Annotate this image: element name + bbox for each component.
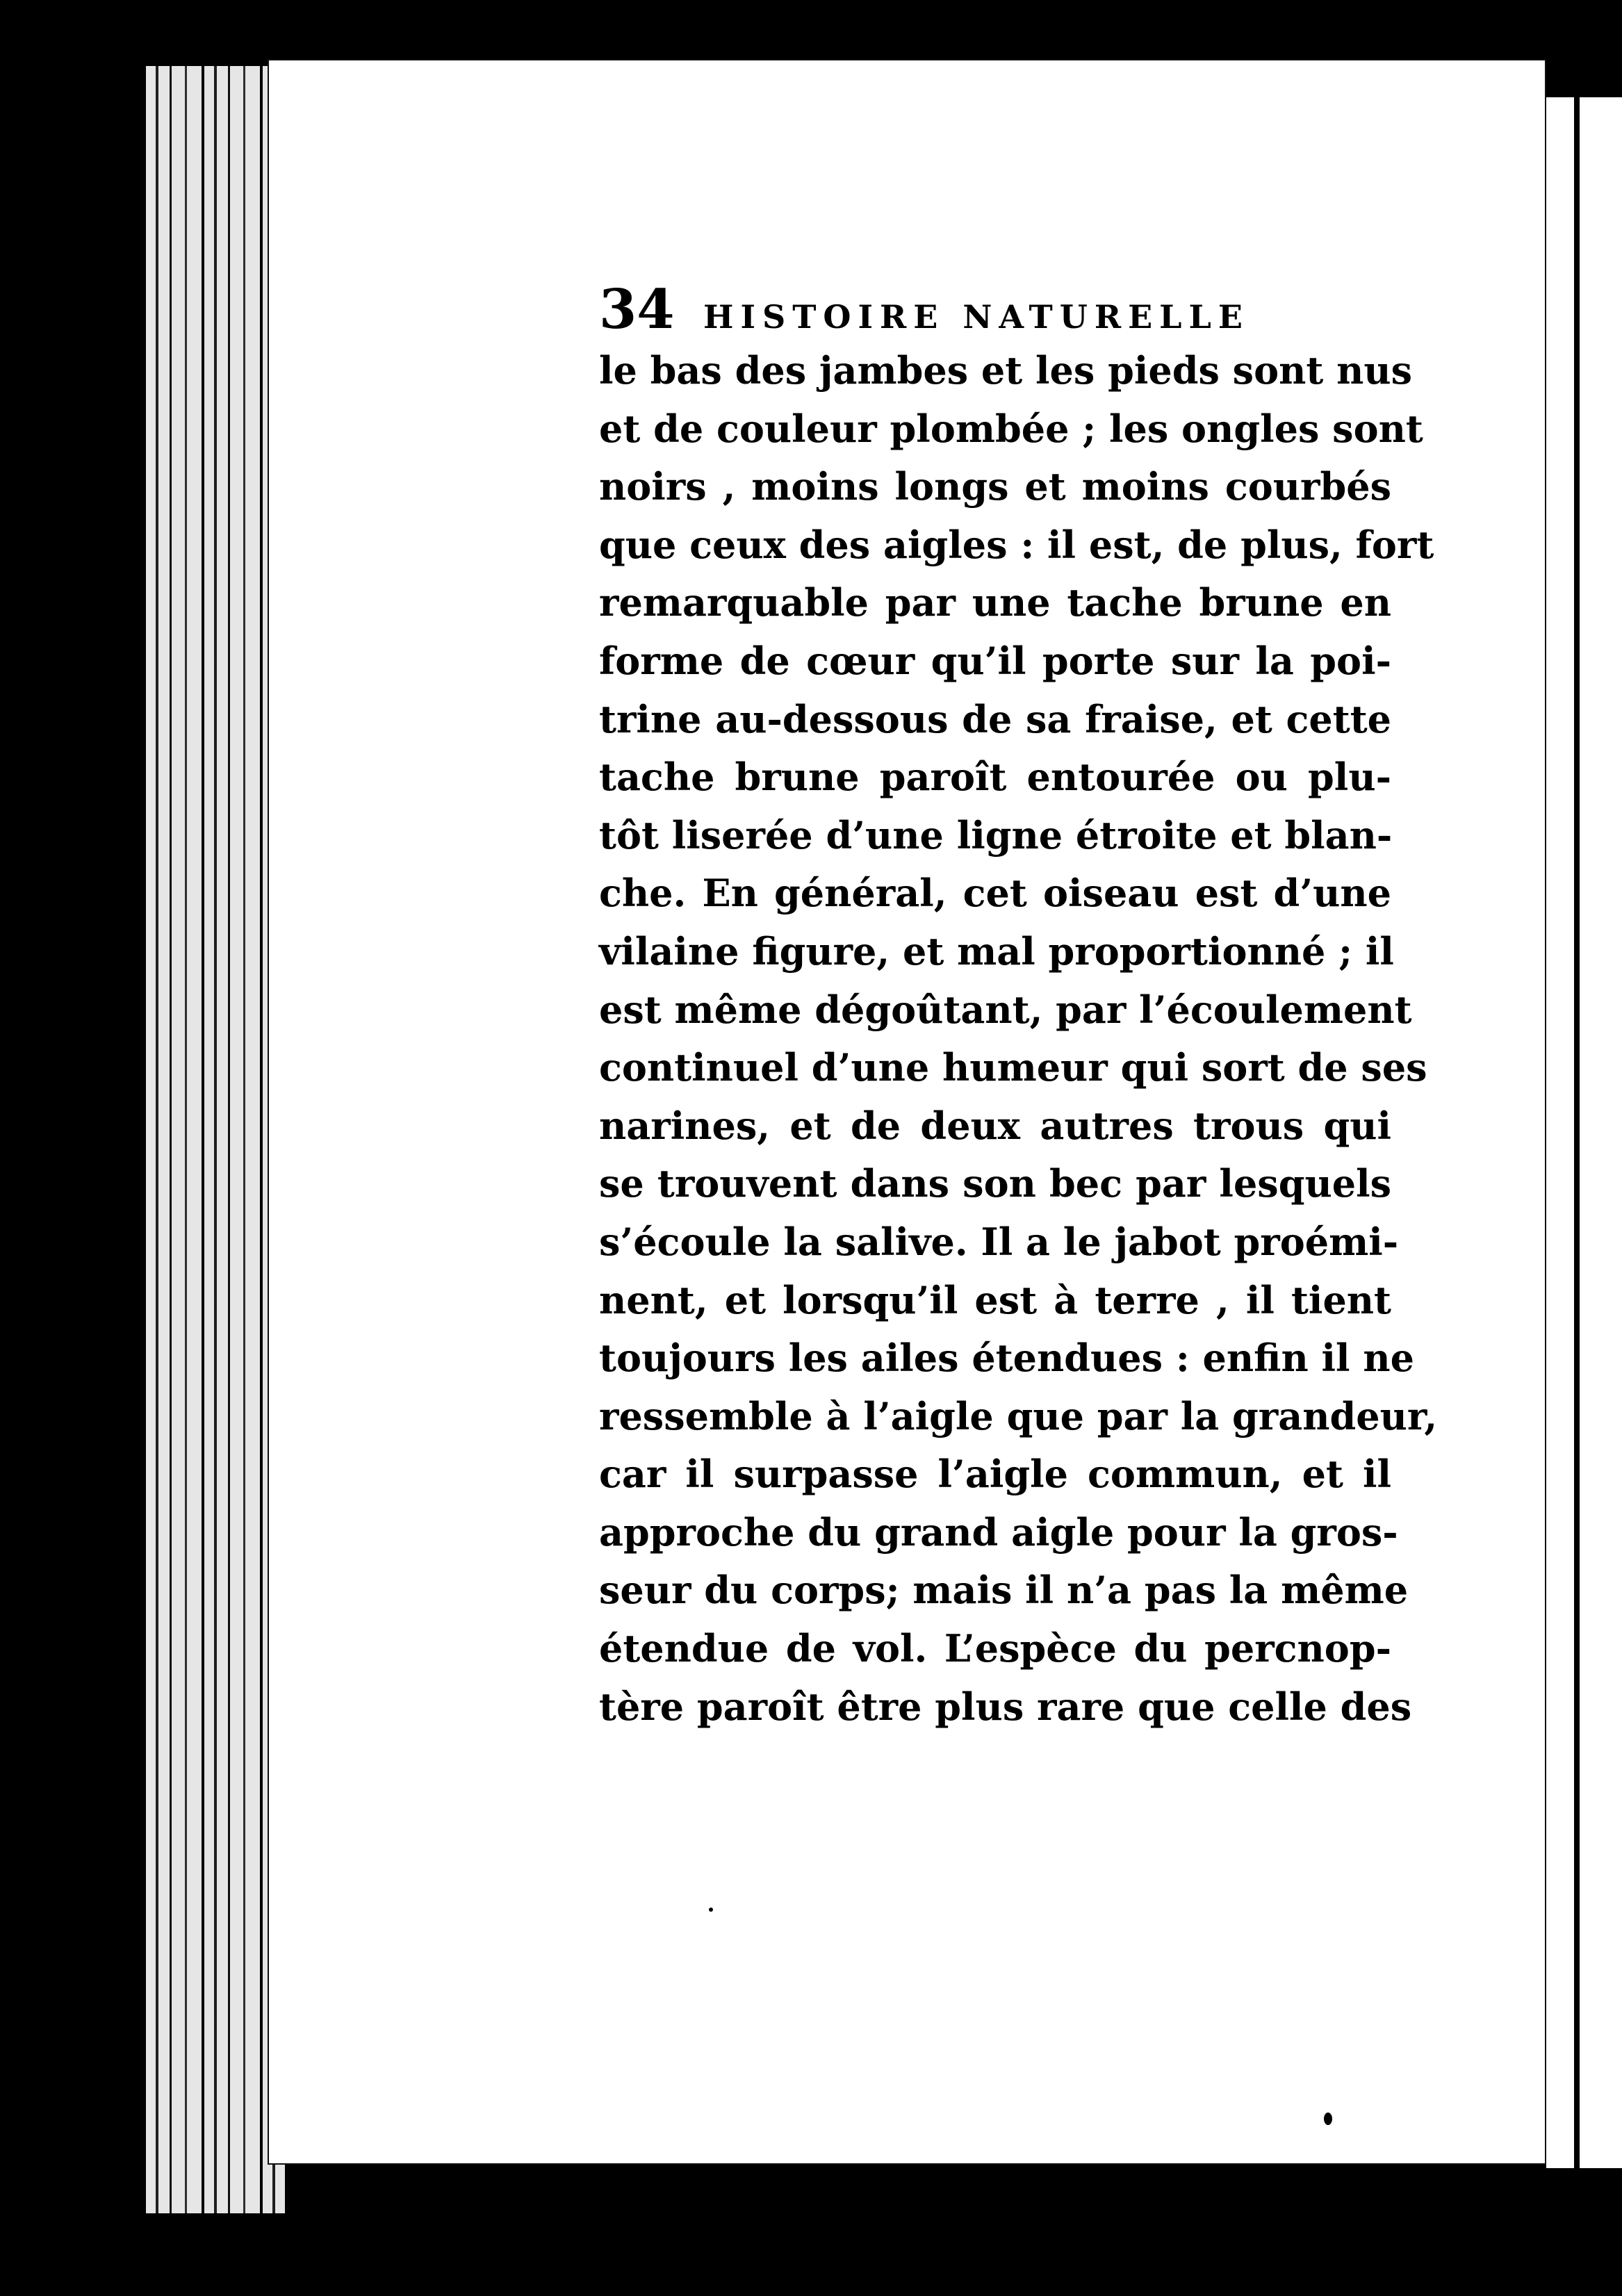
gutter-line — [1574, 90, 1580, 2168]
text-line: que ceux des aigles : il est, de plus, fort — [599, 522, 1434, 567]
text-line: approche du grand aigle pour la gros- — [599, 1509, 1398, 1555]
dust-speck — [709, 1908, 713, 1912]
text-line: le bas des jambes et les pieds sont nus — [599, 348, 1413, 393]
text-line: ressemble à l’aigle que par la grandeur, — [599, 1393, 1438, 1438]
text-line: che. En général, cet oiseau est d’une — [599, 871, 1391, 916]
text-line: trine au-dessous de sa fraise, et cette — [599, 696, 1391, 741]
text-line: continuel d’une humeur qui sort de ses — [599, 1045, 1427, 1090]
page-number: 34 — [599, 278, 675, 341]
running-head: HISTOIRE NATURELLE — [703, 298, 1250, 336]
text-line: tache brune paroît entourée ou plu- — [599, 755, 1391, 800]
text-line: toujours les ailes étendues : enfin il ne — [599, 1336, 1414, 1381]
text-line: vilaine figure, et mal proportionné ; il — [599, 928, 1394, 974]
text-line: narines, et de deux autres trous qui — [599, 1103, 1391, 1148]
text-line: tôt liserée d’une ligne étroite et blan- — [599, 812, 1393, 858]
right-page-sliver — [1539, 97, 1622, 2168]
text-line: noirs , moins longs et moins courbés — [599, 464, 1391, 509]
text-line: s’écoule la salive. Il a le jabot proémi- — [599, 1219, 1399, 1264]
text-line: tère paroît être plus rare que celle des — [599, 1684, 1412, 1729]
text-line: se trouvent dans son bec par lesquels — [599, 1161, 1391, 1206]
body-text — [599, 342, 1438, 1736]
text-block — [599, 278, 1438, 1736]
text-line: étendue de vol. L’espèce du percnop- — [599, 1626, 1391, 1671]
left-page-edges — [146, 66, 285, 2213]
page-header — [599, 278, 1391, 342]
text-line: forme de cœur qu’il porte sur la poi- — [599, 638, 1391, 683]
text-line: remarquable par une tache brune en — [599, 580, 1391, 625]
dust-speck — [1324, 2113, 1332, 2125]
text-line: car il surpasse l’aigle commun, et il — [599, 1452, 1391, 1497]
text-line: nent, et lorsqu’il est à terre , il tient — [599, 1277, 1391, 1322]
text-line: est même dégoûtant, par l’écoulement — [599, 987, 1412, 1032]
text-line: seur du corps; mais il n’a pas la même — [599, 1568, 1409, 1613]
text-line: et de couleur plombée ; les ongles sont — [599, 406, 1423, 451]
